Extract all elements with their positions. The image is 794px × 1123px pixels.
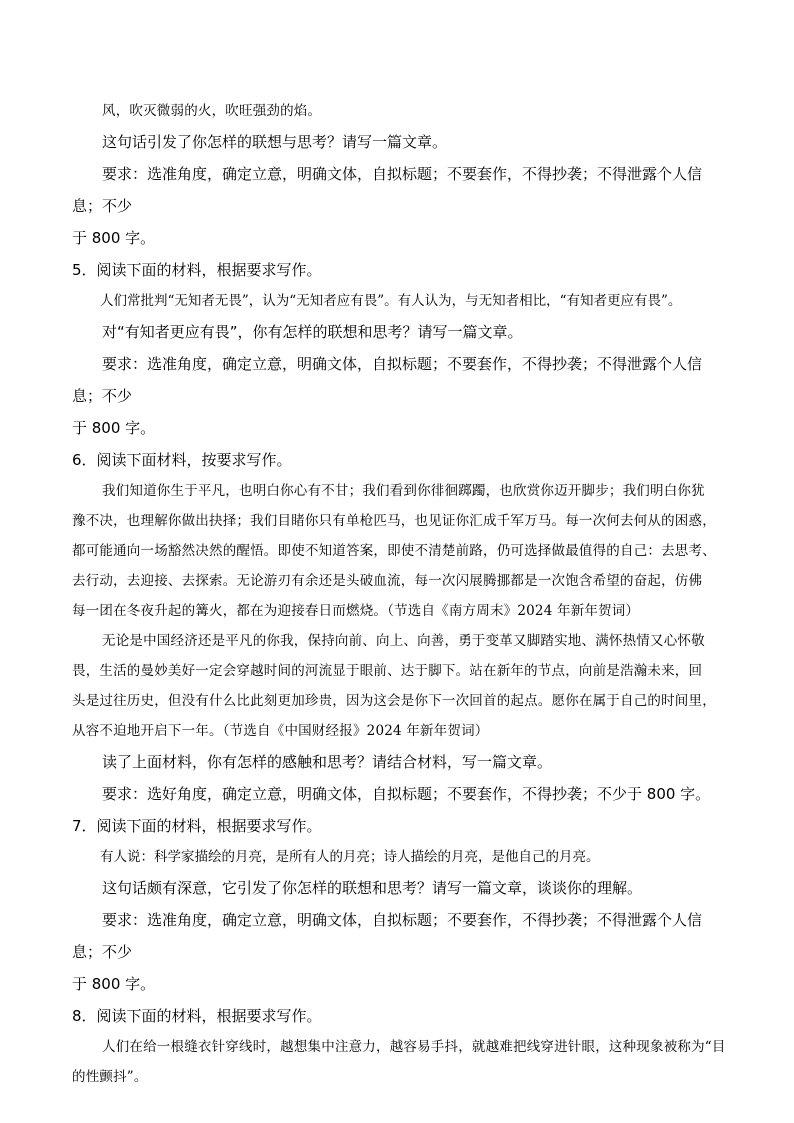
section-7-prompt-text: 这句话颇有深意，它引发了你怎样的联想和思考？请写一篇文章，谈谈你的理解。	[102, 879, 643, 897]
section-8	[72, 1000, 726, 1092]
section-6-material-2-line-2: 畏，生活的曼妙美好一定会穿越时间的河流显于眼前、达于脚下。站在新年的节点，向前是浩瀚未来，回	[72, 663, 703, 679]
section-7-requirement-line-1: 要求：选准角度，确定立意，明确文体，自拟标题；不要套作，不得抄袭；不得泄露个人信息；不少	[72, 911, 703, 961]
section-4-requirement-line-2: 于 800 字。	[72, 229, 156, 247]
section-5-requirement-line-1: 要求：选准角度，确定立意，明确文体，自拟标题；不要套作，不得抄袭；不得泄露个人信息；不少	[72, 355, 703, 405]
section-5	[72, 254, 726, 444]
section-5-prompt-text: 对“有知者更应有畏”，你有怎样的联想和思考？请写一篇文章。	[102, 323, 523, 341]
section-7-material-text: 有人说：科学家描绘的月亮，是所有人的月亮；诗人描绘的月亮，是他自己的月亮。	[100, 849, 600, 865]
section-8-material-line-1: 人们在给一根缝衣针穿线时，越想集中注意力，越容易手抖，就越难把线穿进针眼，这种现象被称为“目	[102, 1039, 726, 1055]
section-6-material-1-line-1: 我们知道你生于平凡，也明白你心有不甘；我们看到你徘徊踯躅，也欣赏你迈开脚步；我们明白你犹	[102, 483, 705, 499]
section-6-material-1-line-2: 豫不决，也理解你做出抉择；我们目睹你只有单枪匹马，也见证你汇成千军万马。每一次何去何从的困惑，	[72, 513, 716, 529]
section-4-prompt-text: 这句话引发了你怎样的联想与思考？请写一篇文章。	[102, 133, 448, 151]
section-6	[72, 444, 726, 810]
section-5-title: 5．阅读下面的材料，根据要求写作。	[72, 261, 322, 279]
section-6-material-1-line-4: 去行动，去迎接、去探索。无论游刃有余还是头破血流，每一次闪展腾挪都是一次饱含希望的奋起，仿佛	[72, 573, 703, 589]
section-4-material-text: 风，吹灭微弱的火，吹旺强劲的焰。	[102, 103, 322, 119]
document-content	[72, 96, 726, 1092]
section-6-material-1-line-5: 每一团在冬夜升起的篝火，都在为迎接春日而燃烧。（节选自《南方周末》2024 年新年贺词）	[72, 603, 640, 619]
section-6-title: 6．阅读下面材料，按要求写作。	[72, 451, 292, 469]
section-6-material-1-line-3: 都可能通向一场豁然决然的醒悟。即使不知道答案，即使不清楚前路，仍可选择做最值得的自己：去思考、	[72, 543, 716, 559]
section-7-title: 7．阅读下面的材料，根据要求写作。	[72, 817, 322, 835]
section-6-material-2-line-4: 从容不迫地开启下一年。（节选自《中国财经报》2024 年新年贺词）	[72, 723, 489, 739]
section-4-requirement-line-1: 要求：选准角度，确定立意，明确文体，自拟标题；不要套作，不得抄袭；不得泄露个人信息；不少	[72, 165, 703, 215]
section-5-requirement-line-2: 于 800 字。	[72, 419, 156, 437]
section-6-requirement-text: 要求：选好角度，确定立意，明确文体，自拟标题；不要套作，不得抄袭；不少于 800 字。	[102, 785, 711, 803]
section-8-material-line-2: 的性颤抖”。	[72, 1069, 148, 1085]
section-7-requirement-line-2: 于 800 字。	[72, 975, 156, 993]
section-7	[72, 810, 726, 1000]
section-8-title: 8．阅读下面的材料，根据要求写作。	[72, 1007, 322, 1025]
section-4-tail	[72, 96, 726, 254]
section-6-prompt-text: 读了上面材料，你有怎样的感触和思考？请结合材料，写一篇文章。	[102, 753, 553, 771]
section-6-material-2-line-3: 头是过往历史，但没有什么比此刻更加珍贵，因为这会是你下一次回首的起点。愿你在属于自己的时间里，	[72, 693, 716, 709]
section-5-material-text: 人们常批判“无知者无畏”，认为“无知者应有畏”。有人认为，与无知者相比，“有知者更应有畏”。	[100, 293, 682, 309]
section-6-material-2-line-1: 无论是中国经济还是平凡的你我，保持向前、向上、向善，勇于变革又脚踏实地、满怀热情又心怀敬	[102, 633, 705, 649]
